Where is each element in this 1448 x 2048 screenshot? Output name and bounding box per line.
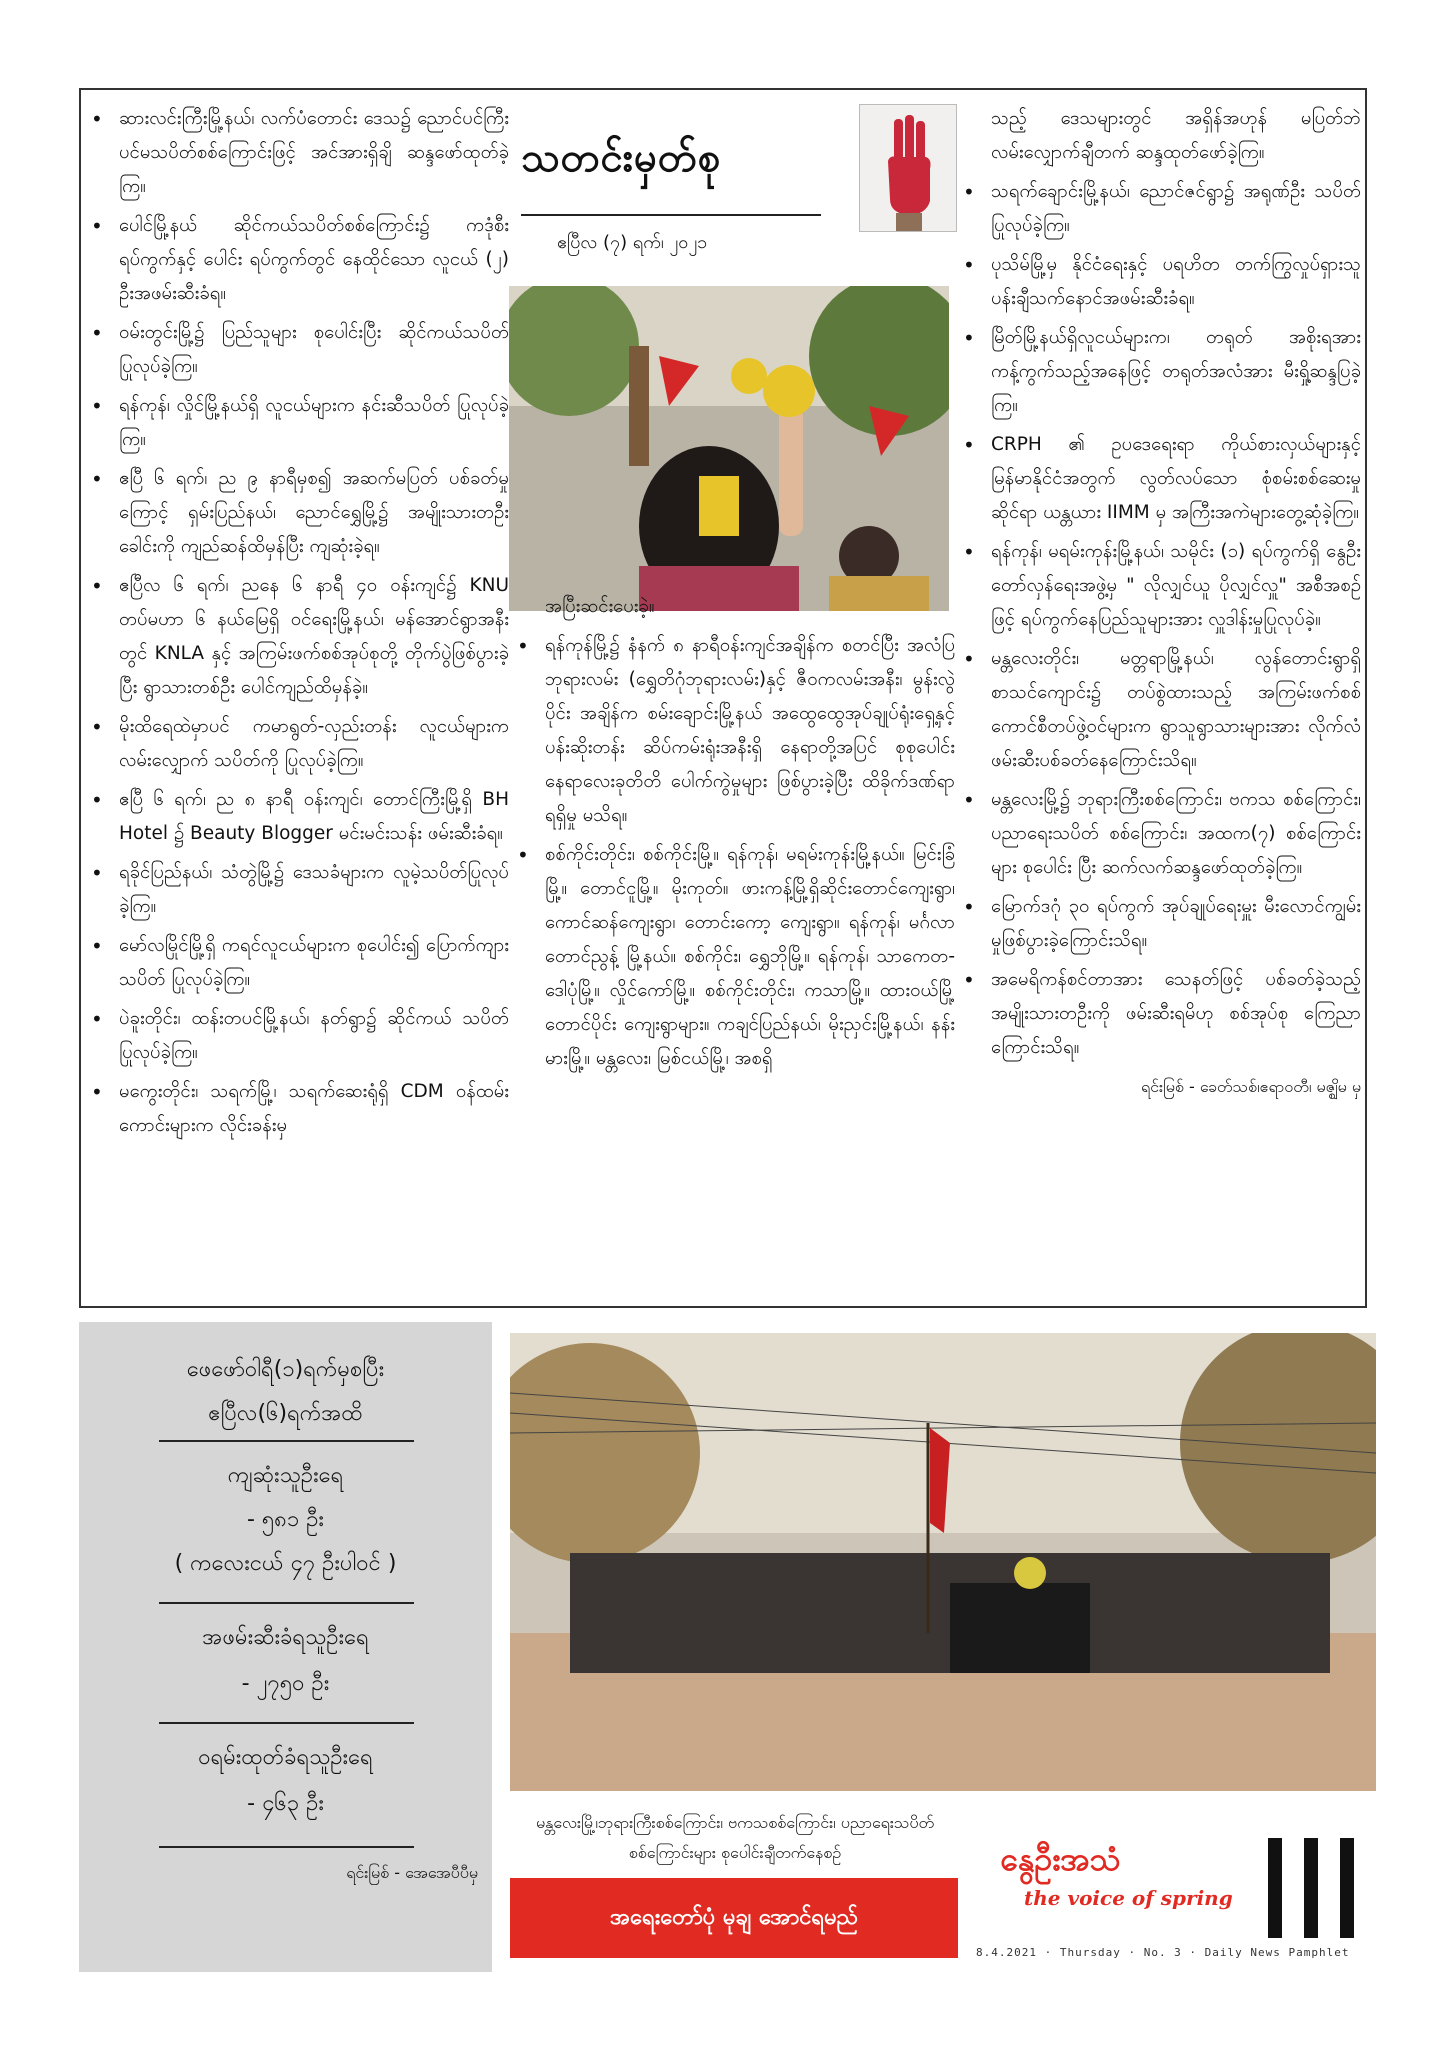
divider xyxy=(159,1602,414,1604)
news-item: • ဧပြီ ၆ ရက်၊ ည ၉ နာရီမှစ၍ အဆက်မပြတ် ပစ်ခတ်မှုကြောင့် ရှမ်းပြည်နယ်၊ ညောင်ရွှေမြို့၌ အမျိုးသားတဦး ခေါင်းကို ကျည်ဆန်ထိမှန်ပြီး ကျဆုံးခဲ့ရ။ xyxy=(89,462,509,564)
right-column xyxy=(961,102,1361,1104)
news-item: • မကွေးတိုင်း၊ သရက်မြို့၊ သရက်ဆေးရုံရှိ CDM ဝန်ထမ်းကောင်းများက လိုင်းခန်းမှ xyxy=(89,1075,509,1143)
stats-source: ရင်းမြစ် - အေအေပီပီမှ xyxy=(346,1863,478,1882)
divider xyxy=(159,1722,414,1724)
news-item: • ရန်ကုန်၊ မရမ်းကုန်းမြို့နယ်၊ သမိုင်း (၁) ရပ်ကွက်ရှိ နွေဦးတော်လှန်ရေးအဖွဲ့မှ " လိုလျှင်ယူ ပိုလျှင်လှူ" အစီအစဉ်ဖြင့် ရပ်ကွက်နေပြည်သူများအား လှူဒါန်းမှုပြုလုပ်ခဲ့။ xyxy=(961,535,1361,637)
news-item: • မန္တလေးမြို့၌ ဘုရားကြီးစစ်ကြောင်း၊ ဗကသ စစ်ကြောင်း၊ ပညာရေးသပိတ် စစ်ကြောင်း၊ အထက(၇) စစ်ကြောင်းများ စုပေါင်း ပြီး ဆက်လက်ဆန္ဒဖော်ထုတ်ခဲ့ကြ။ xyxy=(961,783,1361,885)
news-item: • မိုးထိရေထဲမှာပင် ကမာရွတ်-လှည်းတန်း လူငယ်များက လမ်းလျှောက် သပိတ်ကို ပြုလုပ်ခဲ့ကြ။ xyxy=(89,710,509,778)
issue-footer: 8.4.2021 · Thursday · No. 3 · Daily News Pamphlet xyxy=(976,1946,1350,1959)
arrested-label: အဖမ်းဆီးခံရသူဦးရေ xyxy=(202,1625,369,1650)
protest-march-photo xyxy=(510,1333,1376,1791)
publication-logo xyxy=(1000,1838,1380,1958)
news-item: • စစ်ကိုင်းတိုင်း၊ စစ်ကိုင်းမြို့။ ရန်ကုန်၊ မရမ်းကုန်းမြို့နယ်။ မြင်းခြံမြို့။ တောင်ငူမြို့။ မိုးကုတ်။ ဖားကန့်မြို့ရှိဆိုင်းတောင်ကျေးရွာ၊ ကောင်ဆန်ကျေးရွာ၊ တောင်းကော့ ကျေးရွာ။ ရန်ကုန်၊ မင်္ဂလာတောင်ညွန့် မြို့နယ်။ စစ်ကိုင်း၊ ရွှေဘိုမြို့။ ရန်ကုန်၊ သာကေတ-ဒေါပုံမြို့။ လှိုင်ကော်မြို့။ စစ်ကိုင်းတိုင်း၊ ကသာမြို့။ ထားဝယ်မြို့ တောင်ပိုင်း ကျေးရွာများ။ ကချင်ပြည်နယ်၊ မိုးညှင်းမြို့နယ်၊ နန်းမားမြို့။ မန္တလေး၊ မြစ်ငယ်မြို့၊ အစရှိ xyxy=(515,838,955,1076)
news-item: • CRPH ၏ ဥပဒေရေးရာ ကိုယ်စားလှယ်များနှင့် မြန်မာနိုင်ငံအတွက် လွတ်လပ်သော စုံစမ်းစစ်ဆေးမှုဆိုင်ရာ ယန္တယား IIMM မှ အကြီးအကဲများတွေ့ဆုံခဲ့ကြ။ xyxy=(961,428,1361,530)
right-news-list xyxy=(961,175,1361,1065)
news-item: • ဝမ်းတွင်းမြို့၌ ပြည်သူများ စုပေါင်းပြီး ဆိုင်ကယ်သပိတ်ပြုလုပ်ခဲ့ကြ။ xyxy=(89,316,509,384)
photo-caption: မန္တလေးမြို့၊ဘုရားကြီးစစ်ကြောင်း၊ ဗကသစစ်ကြောင်း၊ ပညာရေးသပိတ်စစ်ကြောင်းများ စုပေါင်းချီတက်နေစဉ် xyxy=(535,1813,935,1862)
logo-subtitle: the voice of spring xyxy=(1024,1886,1233,1910)
left-news-list xyxy=(89,102,509,1143)
news-item: • ဧပြီ ၆ ရက်၊ ည ၈ နာရီ ဝန်းကျင်၊ တောင်ကြီးမြို့ရှိ BH Hotel ၌ Beauty Blogger မင်းမင်းသန်း ဖမ်းဆီးခံရ။ xyxy=(89,783,509,851)
stats-period: ဖေဖော်ဝါရီ(၁)ရက်မှစပြီး ဧပြီလ(၆)ရက်အထိ xyxy=(186,1357,385,1426)
news-item: • မြိတ်မြို့နယ်ရှိလူငယ်များက၊ တရုတ် အစိုးရအား ကန့်ကွက်သည့်အနေဖြင့် တရုတ်အလံအား မီးရှို့ဆန္ဒပြခဲ့ကြ။ xyxy=(961,321,1361,423)
middle-news-list xyxy=(515,629,955,1076)
three-bars-icon xyxy=(1268,1838,1364,1938)
title-divider xyxy=(521,214,821,216)
casualty-stats-panel xyxy=(79,1322,492,1972)
masthead xyxy=(521,90,961,253)
killed-value: - ၅၈၁ ဦး xyxy=(246,1507,325,1532)
news-item: • အမေရိကန်စင်တာအား သေနတ်ဖြင့် ပစ်ခတ်ခဲ့သည့် အမျိုးသားတဦးကို ဖမ်းဆီးရမိဟု စစ်အုပ်စု ကြေညာကြောင်းသိရ။ xyxy=(961,963,1361,1065)
source-credit: ရင်းမြစ် - ခေတ်သစ်၊ဧရာဝတီ၊ မဇ္ဈိမ မှ xyxy=(1140,1077,1361,1096)
news-item: • သရက်ချောင်းမြို့နယ်၊ ညောင်ဇင်ရွာ၌ အရုဏ်ဦး သပိတ်ပြုလုပ်ခဲ့ကြ။ xyxy=(961,175,1361,243)
news-item: • ပေါင်မြို့နယ် ဆိုင်ကယ်သပိတ်စစ်ကြောင်း၌ ကဒုံစီး ရပ်ကွက်နှင့် ပေါင်း ရပ်ကွက်တွင် နေထိုင်သော လူငယ် (၂) ဦးအဖမ်းဆီးခံရ။ xyxy=(89,209,509,311)
news-item: • မြောက်ဒဂုံ ၃၀ ရပ်ကွက် အုပ်ချုပ်ရေးမှူး မီးလောင်ကျွမ်းမှုဖြစ်ပွားခဲ့ကြောင်းသိရ။ xyxy=(961,890,1361,958)
divider xyxy=(159,1440,414,1442)
arrested-value: - ၂၇၅၀ ဦး xyxy=(241,1671,330,1696)
divider xyxy=(159,1846,414,1848)
logo-title: နွေဦးအသံ xyxy=(1000,1840,1121,1878)
news-item: • ဆားလင်းကြီးမြို့နယ်၊ လက်ပံတောင်း ဒေသ၌ ညောင်ပင်ကြီးပင်မသပိတ်စစ်ကြောင်းဖြင့် အင်အားရှိချိ ဆန္ဒဖော်ထုတ်ခဲ့ကြ။ xyxy=(89,102,509,204)
three-finger-salute-icon xyxy=(859,104,957,232)
news-item: • မော်လမြိုင်မြို့ရှိ ကရင်လူငယ်များက စုပေါင်း၍ ပြောက်ကျားသပိတ် ပြုလုပ်ခဲ့ကြ။ xyxy=(89,929,509,997)
warrant-value: - ၄၆၃ ဦး xyxy=(247,1791,324,1816)
page-title: သတင်းမှတ်စု xyxy=(521,135,722,181)
news-item: • ရန်ကုန်၊ လှိုင်မြို့နယ်ရှိ လူငယ်များက နင်းဆီသပိတ် ပြုလုပ်ခဲ့ကြ။ xyxy=(89,389,509,457)
issue-date: ဧပြီလ (၇) ရက်၊ ၂၀၂၁ xyxy=(557,232,708,253)
news-item: • ဧပြီလ ၆ ရက်၊ ညနေ ၆ နာရီ ၄၀ ဝန်းကျင်၌ KNU တပ်မဟာ ၆ နယ်မြေရှိ ဝင်ရေးမြို့နယ်၊ မန်အောင်ရွာအနီးတွင် KNLA နှင့် အကြမ်းဖက်စစ်အုပ်စုတို့ တိုက်ပွဲဖြစ်ပွားခဲ့ပြီး ရွာသားတစ်ဦး ပေါင်ကျည်ထိမှန်ခဲ့။ xyxy=(89,569,509,705)
warrant-label: ဝရမ်းထုတ်ခံရသူဦးရေ xyxy=(198,1745,373,1770)
continued-text: သည့် ဒေသများတွင် အရှိန်အဟုန် မပြတ်ဘဲ လမ်းလျှောက်ချီတက် ဆန္ဒထုတ်ဖော်ခဲ့ကြ။ xyxy=(991,108,1361,163)
news-item: • ပဲခူးတိုင်း၊ ထန်းတပင်မြို့နယ်၊ နတ်ရွာ၌ ဆိုင်ကယ် သပိတ်ပြုလုပ်ခဲ့ကြ။ xyxy=(89,1002,509,1070)
news-item: • ရန်ကုန်မြို့၌ နံနက် ၈ နာရီဝန်းကျင်အချိန်က စတင်ပြီး အလံပြဘုရားလမ်း (ရွှေတိဂုံဘုရားလမ်း)နှင့် ဇီဝကလမ်းအနီး၊ မွန်းလွဲပိုင်း အချိန်က စမ်းချောင်းမြို့နယ် အထွေထွေအုပ်ချုပ်ရုံးရှေ့နှင့် ပန်းဆိုးတန်း ဆိပ်ကမ်းရုံးအနီးရှိ နေရာတို့အပြင် စုစုပေါင်း နေရာလေးခုတိတိ ပေါက်ကွဲမှုများ ဖြစ်ပွားခဲ့ပြီး ထိခိုက်ဒဏ်ရာရရှိမှု မသိရ။ xyxy=(515,629,955,833)
news-frame xyxy=(79,88,1367,1308)
slogan-banner: အရေးတော်ပုံ မုချ အောင်ရမည် xyxy=(510,1878,958,1958)
killed-note: ( ကလေးငယ် ၄၇ ဦးပါဝင် ) xyxy=(174,1551,397,1576)
protest-photo-flowers xyxy=(509,286,949,611)
left-column xyxy=(89,102,509,1148)
news-item: • ရခိုင်ပြည်နယ်၊ သံတွဲမြို့၌ ဒေသခံများက လူမဲ့သပိတ်ပြုလုပ်ခဲ့ကြ။ xyxy=(89,856,509,924)
killed-label: ကျဆုံးသူဦးရေ xyxy=(227,1463,344,1488)
continued-text: အပြီးဆင်းပေးခဲ့။ xyxy=(545,596,655,617)
news-item: • မန္တလေးတိုင်း၊ မတ္တရာမြို့နယ်၊ လွန်တောင်းရွာရှိ စာသင်ကျောင်း၌ တပ်စွဲထားသည့် အကြမ်းဖက်စစ်ကောင်စီတပ်ဖွဲ့ဝင်များက ရွာသူရွာသားများအား လိုက်လံဖမ်းဆီးပစ်ခတ်နေကြောင်းသိရ။ xyxy=(961,642,1361,778)
news-item: • ပုသိမ်မြို့မှ နိုင်ငံရေးနှင့် ပရဟိတ တက်ကြွလှုပ်ရှားသူ ပန်းချီသက်နောင်အဖမ်းဆီးခံရ။ xyxy=(961,248,1361,316)
middle-column xyxy=(515,590,955,1081)
